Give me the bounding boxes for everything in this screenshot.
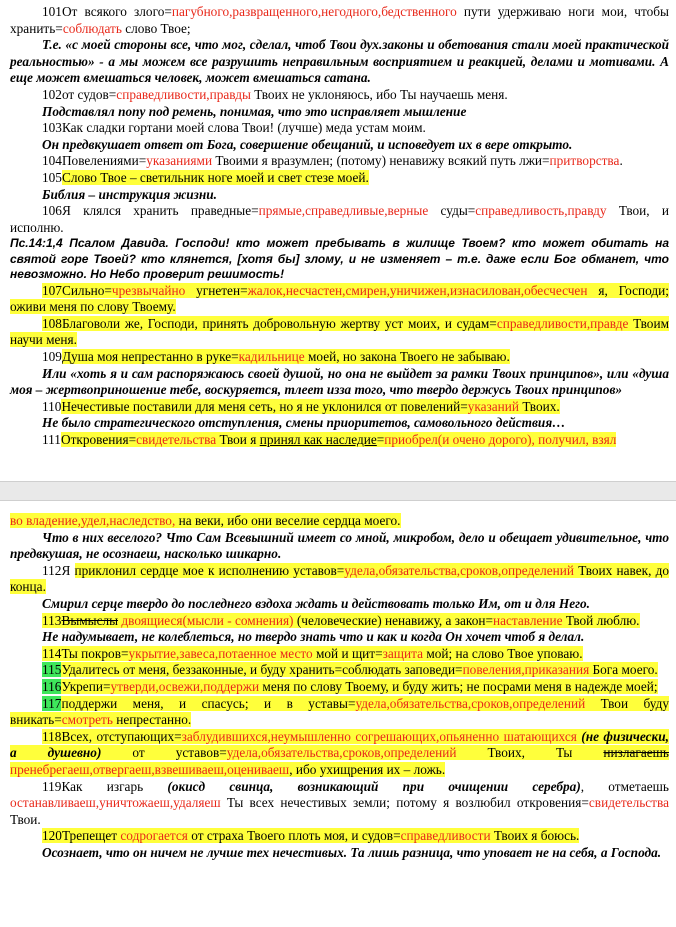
highlighted-text: 118Всех, отступающих=: [42, 728, 182, 744]
verse-119: [10, 779, 669, 829]
verse-text: 109: [42, 348, 62, 364]
commentary-102: Подставлял попу под ремень, понимая, что это исправляет мышление: [42, 103, 467, 119]
verse-text: Твои, и исполню.: [10, 203, 669, 235]
highlighted-text: Твоих навек, до конца.: [10, 562, 670, 595]
commentary-103: Он предвкушает ответ от Бога, совершение обещаний, и исповедует их в вере открыто.: [42, 136, 573, 152]
highlighted-text: Душа моя непрестанно в руке=: [61, 348, 239, 364]
verse-115: [10, 662, 669, 679]
verse-number-highlight: 117: [42, 695, 62, 711]
verse-synonyms: удела,обязательства,сроков,определений: [344, 562, 575, 578]
commentary-105: Библия – инструкция жизни.: [42, 186, 217, 202]
highlighted-text: 120Трепещет: [42, 828, 121, 844]
highlighted-text: Твоих я боюсь.: [490, 828, 580, 844]
verse-text: слово Твое;: [121, 20, 191, 36]
verse-synonyms: утверди,освежи,поддержи: [110, 678, 260, 694]
verse-synonyms: соблюдать: [62, 20, 122, 36]
verse-synonyms: во владение,удел,наследство,: [10, 513, 176, 528]
verse-105: [10, 170, 669, 187]
verse-synonyms: заблудившихся,неумышленно согрешающих,опьяненно шатающихся: [181, 728, 577, 744]
verse-number-highlight: 115: [42, 662, 62, 678]
commentary-112: Смирил серце твердо до последнего вздоха ждать и действовать только Им, от и для Него.: [42, 595, 591, 611]
verse-synonyms: указаниями: [146, 153, 213, 169]
verse-synonyms: притворства: [549, 153, 620, 169]
highlighted-text: , ибо ухищрения их – ложь.: [289, 761, 446, 777]
verse-101: [10, 4, 669, 37]
verse-synonyms: защита: [382, 645, 423, 661]
verse-synonyms: справедливости: [400, 828, 491, 844]
verse-synonyms: свидетельства: [136, 431, 217, 447]
verse-synonyms: прямые,справедливые,верные: [258, 203, 429, 219]
verse-102: [10, 87, 669, 104]
highlighted-text: поддержи меня, и спасусь; и в уставы=: [61, 695, 356, 711]
verse-synonyms: пренебрегаеш,отвергаеш,взвешиваеш,оцениваеш: [10, 761, 290, 777]
highlighted-text: 107Сильно=: [42, 282, 112, 298]
highlighted-text: 108Благоволи же, Господи, принять добровольную жертву уст моих, и судам=: [42, 315, 497, 331]
verse-text: 119Как изгарь: [42, 778, 168, 794]
verse-113: [10, 613, 669, 630]
commentary-111: Что в них веселого? Что Сам Всевышний имеет со мной, микробом, дело и обещает удивительное, что предвкушая, не осознаеш, насколько шикарно.: [10, 529, 669, 562]
highlighted-text: Укрепи=: [61, 678, 111, 694]
highlighted-text: Откровения=: [60, 431, 137, 447]
commentary-120: Осознает, что он ничем не лучше тех нечестивых. Та лишь разница, что уповает не на себя, а Господа.: [42, 844, 662, 860]
verse-synonyms: кадильнице: [238, 348, 305, 364]
verse-synonyms: свидетельства: [588, 795, 669, 811]
verse-synonyms: пагубного,развращенного,негодного,бедственного: [171, 4, 457, 19]
verse-synonyms: жалок,несчастен,смирен,уничижен,изнасилован,обесчесчен: [247, 282, 588, 298]
verse-synonyms: укрытие,завеса,потаенное место: [128, 645, 313, 661]
verse-synonyms: справедливости,правде: [496, 315, 629, 331]
verse-117: [10, 696, 669, 729]
highlighted-text: моей, но закона Твоего не забываю.: [304, 348, 510, 364]
verse-synonyms: удела,обязательства,сроков,определений: [355, 695, 586, 711]
verse-synonyms: наставление: [492, 612, 563, 628]
verse-text: Твои.: [10, 811, 41, 827]
verse-number-highlight: 116: [42, 678, 62, 694]
verse-112: [10, 563, 669, 596]
verse-109: [10, 349, 669, 366]
verse-104: [10, 153, 669, 170]
highlighted-text: Нечестивые поставили для меня сеть, но я не уклонился от повелений=: [61, 398, 468, 414]
verse-text: Твоих не уклоняюсь, ибо Ты научаешь меня.: [250, 86, 508, 102]
highlighted-text: Твоих, Ты: [456, 745, 604, 761]
strikethrough-text: низлагаешь: [603, 745, 669, 761]
verse-111-continued: [10, 513, 669, 530]
highlighted-text: Твоих.: [519, 398, 560, 414]
highlighted-text: мой и щит=: [312, 645, 383, 661]
verse-text: , отметаешь: [580, 778, 669, 794]
commentary-101: Т.е. «с моей стороны все, что мог, сделал, чтоб Твои дух.законы и обетования стали моей практической реальностью» - а мы можем все разрушить неправильным восприятием и реакцией, делами и мотивами. А еще может вмешаться человек, может вмешаться сатана.: [10, 37, 669, 86]
verse-111: [10, 432, 669, 449]
highlighted-text: Удалитесь от меня, беззаконные, и буду хранить=соблюдать заповеди=: [61, 662, 463, 678]
highlighted-text: от страха Твоего плоть моя, и судов=: [187, 828, 401, 844]
verse-synonyms: двоящиеся(мысли - сомнения): [121, 612, 294, 628]
verse-text: 106Я клялся хранить праведные=: [42, 203, 259, 219]
verse-103: [10, 120, 669, 137]
highlighted-text: Твои буду вникать=: [10, 695, 670, 728]
highlighted-text: на веки, ибо они веселие сердца моего.: [175, 513, 401, 528]
verse-118: [10, 729, 669, 779]
page-1-text: [10, 4, 669, 448]
verse-text: 102от судов=: [42, 86, 117, 102]
verse-text: 105: [42, 169, 62, 185]
verse-synonyms: удела,обязательства,сроков,определений: [226, 745, 457, 761]
strikethrough-text: Вымыслы: [61, 612, 119, 628]
verse-synonyms: справедливости,правды: [116, 86, 251, 102]
highlighted-text: угнетен=: [185, 282, 248, 298]
highlighted-text: Твой люблю.: [562, 612, 640, 628]
highlighted-text: меня по слову Твоему, и буду жить; не посрами меня в надежде моей;: [259, 678, 658, 694]
verse-107: [10, 283, 669, 316]
verse-text: 111: [42, 431, 61, 447]
highlighted-text: (человеческие) ненавижу, а закон=: [293, 612, 493, 628]
verse-text: пути удерживаю ноги мои, чтобы хранить=: [10, 4, 669, 36]
highlighted-text: Твои я: [216, 431, 260, 447]
highlighted-text: Бога моего.: [589, 662, 658, 678]
verse-synonyms: останавливаеш,уничтожаеш,удаляеш: [10, 795, 221, 811]
document-page-2: [0, 501, 676, 927]
verse-synonyms: содрогается: [120, 828, 188, 844]
highlighted-text: я, Господи; оживи меня по слову Твоему.: [10, 282, 669, 315]
highlighted-text: мой; на слово Твое уповаю.: [423, 645, 583, 661]
verse-108: [10, 316, 669, 349]
highlighted-text: приклонил сердце мое к исполнению уставов=: [74, 562, 345, 578]
verse-synonyms: приобрел(и очено дорого), получил, взял: [384, 431, 617, 447]
verse-114: [10, 646, 669, 663]
verse-text: Ты всех нечестивых земли; потому я возлюбил откровения=: [220, 795, 589, 811]
verse-116: [10, 679, 669, 696]
verse-synonyms: справедливость,правду: [475, 203, 607, 219]
page-break: [0, 481, 676, 501]
highlighted-text: Слово Твое – светильник ноге моей и свет стезе моей.: [61, 169, 369, 185]
page-2-text: [10, 513, 669, 861]
psalm-14-reference: Пс.14:1,4 Псалом Давида. Господи! кто может пребывать в жилище Твоем? кто может обитать на святой горе Твоей? кто клянется, [хотя бы] злому, и не изменяет – т.е. даже если Бог обманет, что невозможно. Но Небо проверит решимость!: [10, 236, 669, 282]
verse-text: 104Повелениями=: [42, 153, 147, 169]
verse-120: [10, 828, 669, 845]
commentary-109: Или «хоть я и сам распоряжаюсь своей душой, но она не выйдет за рамки Твоих принципов», или «душа моя – жертвоприношение тебе, воскуряется, тлеет изза того, что твердо держусь Твоих принципов»: [10, 365, 669, 398]
inline-commentary: (окисд свинца, возникающий при очищении серебра): [167, 778, 581, 794]
verse-106: [10, 203, 669, 236]
verse-synonyms: указаний: [467, 398, 520, 414]
commentary-113: Не надумывает, не колеблеться, но твердо знать что и как и когда Он хочет чтоб я делал.: [42, 629, 585, 645]
underlined-text: принял как наследие: [259, 431, 377, 447]
highlighted-text: непрестанно.: [112, 712, 192, 728]
verse-text: Твоими я вразумлен; (потому) ненавижу всякий путь лжи=: [212, 153, 550, 169]
highlighted-text: от уставов=: [101, 745, 227, 761]
commentary-110: Не было стратегического отступления, смены приоритетов, самовольного действия…: [42, 415, 566, 431]
highlighted-text: Твоим научи меня.: [10, 315, 669, 348]
verse-text: 110: [42, 398, 62, 414]
highlighted-text: 113: [42, 612, 62, 628]
verse-110: [10, 399, 669, 416]
verse-text: .: [619, 153, 623, 169]
verse-synonyms: чрезвычайно: [111, 282, 186, 298]
highlighted-text: =: [376, 431, 385, 447]
inline-commentary: (не физически, а душевно): [10, 728, 669, 761]
verse-synonyms: смотреть: [61, 712, 113, 728]
highlighted-text: 114Ты покров=: [42, 645, 129, 661]
verse-text: суды=: [428, 203, 476, 219]
verse-text: 112Я: [42, 562, 75, 578]
verse-synonyms: повеления,приказания: [462, 662, 590, 678]
verse-text: 103Как сладки гортани моей слова Твои! (лучше) меда устам моим.: [42, 120, 426, 136]
verse-text: 101От всякого злого=: [42, 4, 172, 19]
